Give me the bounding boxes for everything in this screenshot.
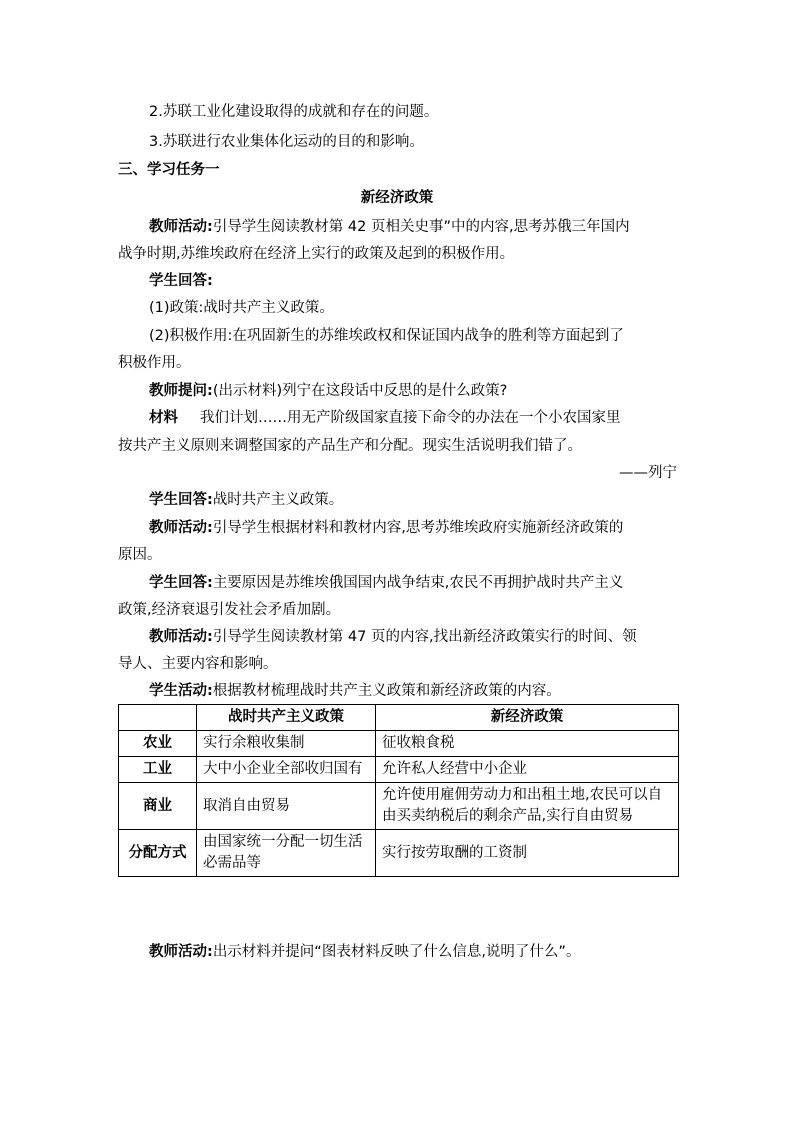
paragraph-teacher-activity-4 xyxy=(149,942,580,962)
paragraph-continuation: 原因。 xyxy=(118,547,162,563)
table-cell: 由国家统一分配一切生活必需品等 xyxy=(197,830,376,877)
table-header-cell: 新经济政策 xyxy=(376,705,679,731)
table-row xyxy=(119,830,679,877)
table-row xyxy=(119,783,679,830)
table-header-row xyxy=(119,705,679,731)
speaker-label: 学生活动: xyxy=(149,683,213,699)
section-subtitle: 新经济政策 xyxy=(360,190,434,206)
table-cell: 允许使用雇佣劳动力和出租土地,农民可以自由买卖纳税后的剩余产品,实行自由贸易 xyxy=(376,783,679,830)
paragraph-continuation: 战争时期,苏维埃政府在经济上实行的政策及起到的积极作用。 xyxy=(118,246,515,262)
speaker-label: 教师活动: xyxy=(149,629,213,645)
material-quote xyxy=(149,408,621,428)
quote-attribution: ——列宁 xyxy=(619,465,677,481)
paragraph-teacher-question xyxy=(149,381,507,401)
question-3: 3.苏联进行农业集体化运动的目的和影响。 xyxy=(149,134,424,150)
speaker-label: 学生回答: xyxy=(149,575,213,591)
paragraph-teacher-activity-2 xyxy=(149,518,623,538)
table-cell: 允许私人经营中小企业 xyxy=(376,757,679,783)
section-heading: 三、学习任务一 xyxy=(118,162,220,178)
paragraph-text: 我们计划……用无产阶级国家直接下命令的办法在一个小农国家里 xyxy=(200,410,621,426)
paragraph-text: 引导学生阅读教材第 42 页相关史事”中的内容,思考苏俄三年国内 xyxy=(212,219,630,235)
table-row-header: 商业 xyxy=(119,783,197,830)
table-row-header: 工业 xyxy=(119,757,197,783)
speaker-label: 教师活动: xyxy=(149,944,213,960)
paragraph-text: 引导学生阅读教材第 47 页的内容,找出新经济政策实行的时间、领 xyxy=(212,629,637,645)
material-label: 材料 xyxy=(149,410,178,426)
paragraph-text: (出示材料)列宁在这段话中反思的是什么政策? xyxy=(212,383,508,399)
answer-item-1: (1)政策:战时共产主义政策。 xyxy=(149,300,334,316)
table-row xyxy=(119,731,679,757)
speaker-label: 学生回答: xyxy=(149,492,213,508)
table-row xyxy=(119,757,679,783)
paragraph-text: 战时共产主义政策。 xyxy=(212,492,344,508)
paragraph-continuation: 导人、主要内容和影响。 xyxy=(118,656,278,672)
paragraph-student-activity xyxy=(149,681,561,701)
paragraph-student-answer xyxy=(149,573,623,593)
speaker-label: 教师活动: xyxy=(149,219,213,235)
speaker-label: 教师提问: xyxy=(149,383,213,399)
paragraph-continuation: 政策,经济衰退引发社会矛盾加剧。 xyxy=(118,602,341,618)
policy-comparison-table xyxy=(118,704,679,877)
table-cell: 实行按劳取酬的工资制 xyxy=(376,830,679,877)
question-2: 2.苏联工业化建设取得的成就和存在的问题。 xyxy=(149,104,439,120)
table-cell: 大中小企业全部收归国有 xyxy=(197,757,376,783)
paragraph-text: 出示材料并提问“图表材料反映了什么信息,说明了什么”。 xyxy=(212,944,581,960)
paragraph-continuation: 按共产主义原则来调整国家的产品生产和分配。现实生活说明我们错了。 xyxy=(118,438,582,454)
speaker-label: 教师活动: xyxy=(149,520,213,536)
table-cell: 取消自由贸易 xyxy=(197,783,376,830)
table-row-header: 分配方式 xyxy=(119,830,197,877)
paragraph-text: 引导学生根据材料和教材内容,思考苏维埃政府实施新经济政策的 xyxy=(212,520,624,536)
answer-item-2: (2)积极作用:在巩固新生的苏维埃政权和保证国内战争的胜利等方面起到了 xyxy=(149,328,624,344)
speaker-label: 学生回答: xyxy=(149,273,213,289)
paragraph-continuation: 积极作用。 xyxy=(118,355,191,371)
paragraph-student-answer xyxy=(149,490,343,510)
paragraph-text: 主要原因是苏维埃俄国国内战争结束,农民不再拥护战时共产主义 xyxy=(212,575,624,591)
table-cell: 实行余粮收集制 xyxy=(197,731,376,757)
paragraph-teacher-activity-3 xyxy=(149,627,637,647)
table-header-cell xyxy=(119,705,197,731)
table-row-header: 农业 xyxy=(119,731,197,757)
paragraph-teacher-activity-1 xyxy=(149,217,630,237)
paragraph-text: 根据教材梳理战时共产主义政策和新经济政策的内容。 xyxy=(212,683,561,699)
table-cell: 征收粮食税 xyxy=(376,731,679,757)
table-header-cell: 战时共产主义政策 xyxy=(197,705,376,731)
